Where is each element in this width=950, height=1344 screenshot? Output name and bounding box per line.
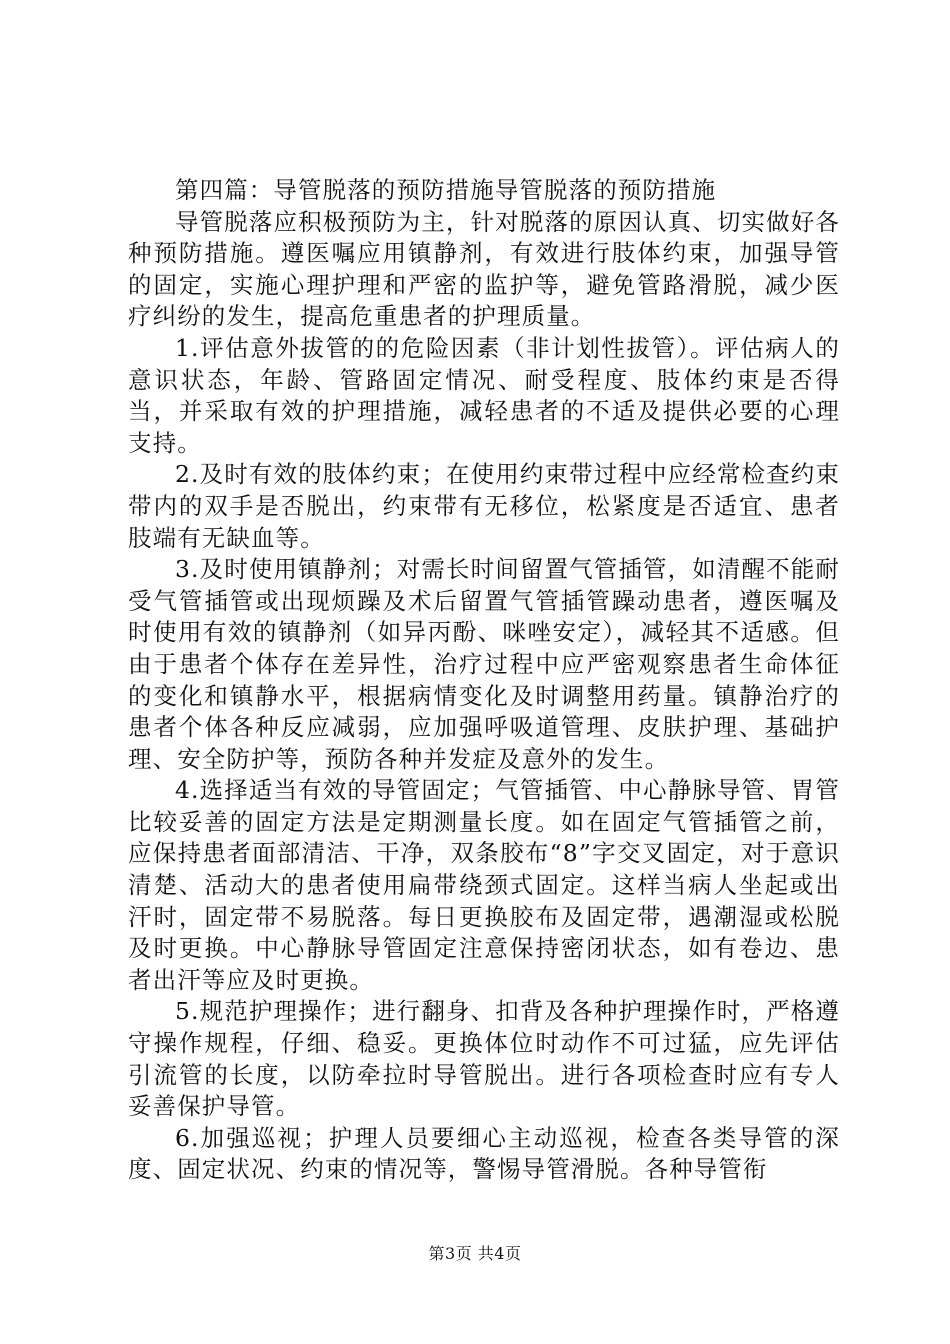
paragraph-intro: 导管脱落应积极预防为主，针对脱落的原因认真、切实做好各种预防措施。遵医嘱应用镇静剂，有效进行肢体约束，加强导管的固定，实施心理护理和严密的监护等，避免管路滑脱，减少医疗纠纷的发生，提高危重患者的护理质量。 [128,207,840,331]
paragraph-item-5: 5.规范护理操作；进行翻身、扣背及各种护理操作时，严格遵守操作规程，仔细、稳妥。更换体位时动作不可过猛，应先评估引流管的长度，以防牵拉时导管脱出。进行各项检查时应有专人妥善保护导管。 [128,997,840,1121]
paragraph-item-3: 3.及时使用镇静剂；对需长时间留置气管插管，如清醒不能耐受气管插管或出现烦躁及术后留置气管插管躁动患者，遵医嘱及时使用有效的镇静剂（如异丙酚、咪唑安定），减轻其不适感。但由于患者个体存在差异性，治疗过程中应严密观察患者生命体征的变化和镇静水平，根据病情变化及时调整用药量。镇静治疗的患者个体各种反应减弱，应加强呼吸道管理、皮肤护理、基础护理、安全防护等，预防各种并发症及意外的发生。 [128,555,840,773]
section-title: 第四篇：导管脱落的预防措施导管脱落的预防措施 [175,176,717,204]
document-body [128,175,840,1186]
paragraph-item-6: 6.加强巡视；护理人员要细心主动巡视，检查各类导管的深度、固定状况、约束的情况等，警惕导管滑脱。各种导管衔 [128,1123,840,1184]
paragraph-item-4: 4.选择适当有效的导管固定；气管插管、中心静脉导管、胃管比较妥善的固定方法是定期测量长度。如在固定气管插管之前，应保持患者面部清洁、干净，双条胶布“8”字交叉固定，对于意识清楚、活动大的患者使用扁带绕颈式固定。这样当病人坐起或出汗时，固定带不易脱落。每日更换胶布及固定带，遇潮湿或松脱及时更换。中心静脉导管固定注意保持密闭状态，如有卷边、患者出汗等应及时更换。 [128,776,840,994]
paragraph-item-1: 1.评估意外拔管的的危险因素（非计划性拔管）。评估病人的意识状态，年龄、管路固定情况、耐受程度、肢体约束是否得当，并采取有效的护理措施，减轻患者的不适及提供必要的心理支持。 [128,333,840,457]
paragraph-item-2: 2.及时有效的肢体约束；在使用约束带过程中应经常检查约束带内的双手是否脱出，约束带有无移位，松紧度是否适宜、患者肢端有无缺血等。 [128,460,840,552]
page-number-footer: 第3页 共4页 [428,1244,522,1263]
